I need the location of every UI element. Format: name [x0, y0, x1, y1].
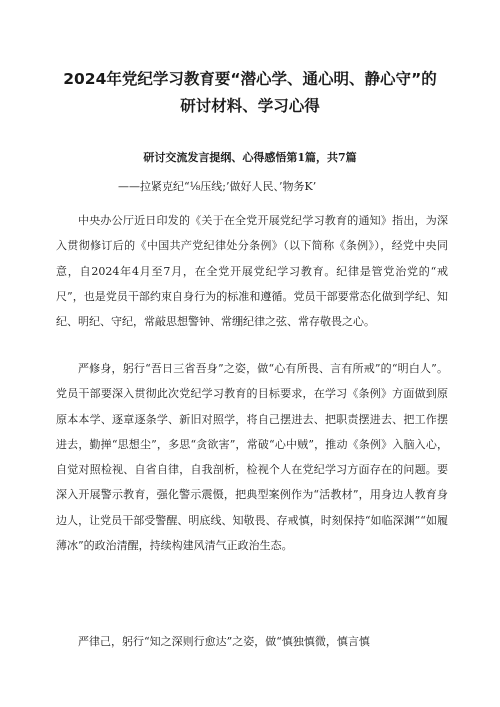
body-paragraph-2: 严修身，躬行“吾日三省吾身”之姿，做“心有所畏、言有所戒”的“明白人”。党员干部要深入贯彻此次党纪学习教育的目标要求，在学习《条例》方面做到原原本本学、逐章逐条学、新旧对照学，将自己摆进去、把职责摆进去、把工作摆进去，勤掸“思想尘”，多思“贪欲害”，常破“心中贼”，推动《条例》入脑入心，自觉对照检视、自省自律，自我剖析，检视个人在党纪学习方面存在的问题。要深入开展警示教育，强化警示震慑，把典型案例作为“活教材”，用身边人教育身边人，让党员干部受警醒、明底线、知敬畏、存戒慎，时刻保持“如临深渊”“如履薄冰”的政治清醒，持续构建风清气正政治生态。 — [56, 362, 448, 553]
body-paragraph-1: 中央办公厅近日印发的《关于在全党开展党纪学习教育的通知》指出，为深入贯彻修订后的《中国共产党纪律处分条例》（以下简称《条例》），经党中央同意，自2024年4月至7月，在全党开展党纪学习教育。纪律是管党治党的“戒尺”，也是党员干部约束自身行为的标准和遵循。党员干部要常态化做到学纪、知纪、明纪、守纪，常敲思想警钟、常绷纪律之弦、常存敬畏之心。 — [56, 214, 448, 329]
document-subtitle: 研讨交流发言提纲、心得感悟第1篇，共7篇 — [143, 151, 357, 164]
body-paragraph-3: 严律己，躬行“知之深则行愈达”之姿，做“慎独慎微，慎言慎 — [78, 635, 370, 648]
document-byline: ——拉紧克纪“⅛压线;’做好人民、’物务K’ — [118, 180, 317, 193]
document-title: 2024年党纪学习教育要“潜心学、通心明、静心守”的研讨材料、学习心得 — [63, 70, 437, 115]
